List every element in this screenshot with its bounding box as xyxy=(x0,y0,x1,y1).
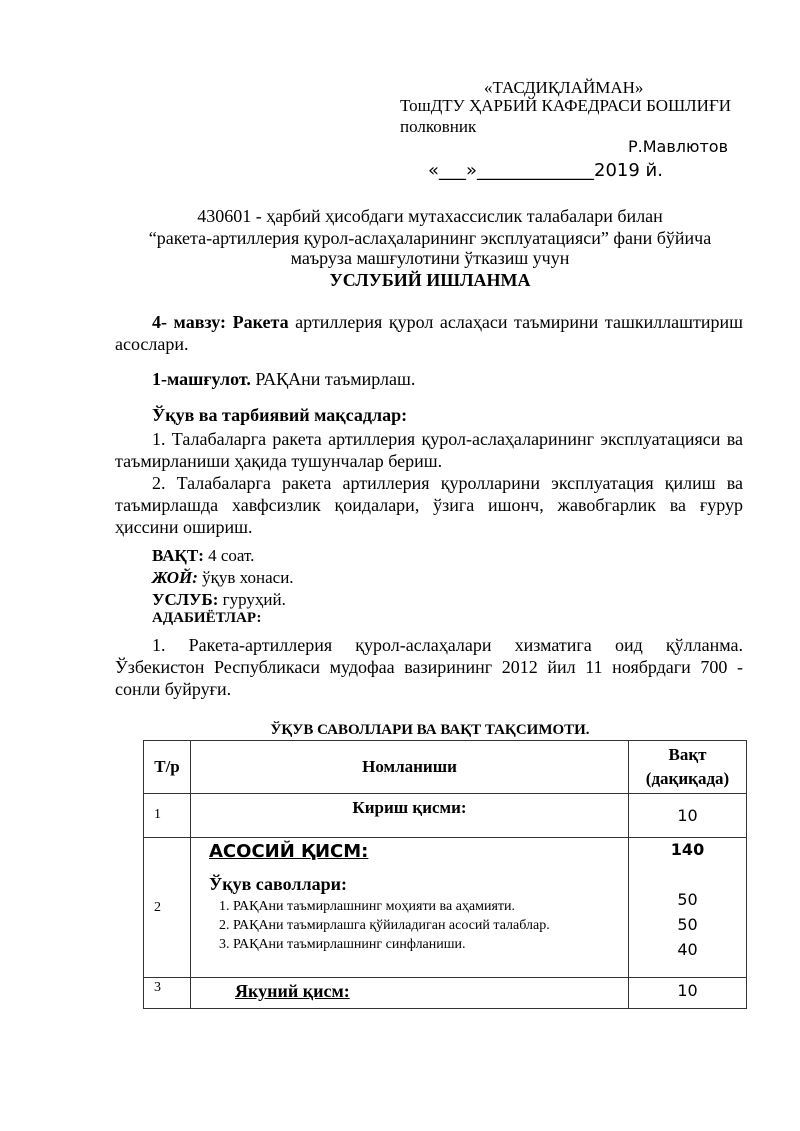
method-value: гуруҳий. xyxy=(218,590,286,609)
topic-text: артиллерия қурол аслаҳаси таъмирини ташкиллаштириш асослари. xyxy=(115,312,744,354)
header-time-cell xyxy=(629,741,747,794)
lesson-label: 1-машғулот. xyxy=(152,369,251,389)
table-row xyxy=(144,978,747,1009)
question-item-1: 1. РАҚАни таъмирлашнинг моҳияти ва аҳамияти. xyxy=(219,899,516,914)
header-time-1: Вақт xyxy=(668,745,707,764)
topic-label: 4- мавзу: Ракета xyxy=(152,312,289,332)
heading-line-1: 430601 - ҳарбий ҳисобдаги мутахассислик талабалари билан xyxy=(197,206,663,226)
time-value: 4 соат. xyxy=(203,546,255,565)
row-time-cell xyxy=(629,794,747,838)
table-caption: ЎҚУВ САВОЛЛАРИ ВА ВАҚТ ТАҚСИМОТИ. xyxy=(270,722,590,738)
method-label: УСЛУБ: xyxy=(152,590,219,609)
goal-item-1: 1. Талабаларга ракета артиллерия қурол-аслаҳаларининг эксплуатацияси ва таъмирланиши ҳақида тушунчалар бериш. xyxy=(115,429,743,471)
questions-list xyxy=(191,895,628,954)
header-name-cell xyxy=(191,741,629,794)
questions-title: Ўқув саволлари: xyxy=(209,874,347,894)
approval-name: Р.Мавлютов xyxy=(628,137,729,156)
goal-item-2: 2. Талабаларга ракета артиллерия қуролларини эксплуатация қилиш ва таъмирлашда хавфсизлик қоидалари, ўзига ишонч, жавобгарлик ва ғурур ҳиссини ошириш. xyxy=(115,473,743,537)
header-name: Номланиши xyxy=(362,757,457,776)
table-header-row xyxy=(144,741,747,794)
literature-label: АДАБИЁТЛАР: xyxy=(152,610,262,626)
row-num-cell xyxy=(144,838,191,978)
topic-paragraph xyxy=(115,311,743,355)
place-label: ЖОЙ: xyxy=(152,568,198,587)
schedule-table xyxy=(143,740,747,1009)
approval-position: ТошДТУ ҲАРБИЙ КАФЕДРАСИ БОШЛИҒИ xyxy=(400,96,732,115)
lesson-text: РАҚАни таъмирлаш. xyxy=(250,369,416,389)
question-times xyxy=(629,859,746,962)
row-num-cell xyxy=(144,794,191,838)
method-line xyxy=(152,590,286,610)
heading-line-2: “ракета-артиллерия қурол-аслаҳаларининг эксплуатацияси” фани бўйича xyxy=(148,228,712,248)
row-num: 1 xyxy=(154,807,161,822)
row-num-cell xyxy=(144,978,191,1009)
row-num: 2 xyxy=(154,899,161,915)
row-time: 10 xyxy=(677,981,698,1000)
table-row xyxy=(144,838,747,978)
table-row xyxy=(144,794,747,838)
approval-date: «___»_____________2019 й. xyxy=(428,160,663,181)
final-part-title: Якуний қисм: xyxy=(235,981,350,1001)
question-item-3: 3. РАҚАни таъмирлашнинг синфланиши. xyxy=(219,937,466,952)
goals-title: Ўқув ва тарбиявий мақсадлар: xyxy=(152,405,408,425)
literature-item: 1. Ракета-артиллерия қурол-аслаҳалари хизматига оид қўлланма. Ўзбекистон Республикаси мудофаа вазирининг 2012 йил 11 ноябрдаги 700 - сонли буйруғи. xyxy=(115,635,743,699)
place-value: ўқув хонаси. xyxy=(197,568,294,587)
row-time: 10 xyxy=(677,806,698,825)
row-time-cell xyxy=(629,838,747,978)
row-name-cell xyxy=(191,978,629,1009)
row-time-cell xyxy=(629,978,747,1009)
time-label: ВАҚТ: xyxy=(152,546,204,565)
main-part-time: 140 xyxy=(670,840,705,859)
heading-line-3: маъруза машғулотини ўтказиш учун xyxy=(290,248,570,268)
approval-rank: полковник xyxy=(400,117,477,136)
header-time-2: (дақиқада) xyxy=(645,769,730,788)
main-part-title: АСОСИЙ ҚИСМ: xyxy=(209,841,369,862)
row-name-cell xyxy=(191,794,629,838)
question-time-2: 50 xyxy=(677,915,698,934)
document-title: УСЛУБИЙ ИШЛАНМА xyxy=(329,270,531,290)
header-num-cell xyxy=(144,741,191,794)
time-line xyxy=(152,546,254,566)
question-item-2: 2. РАҚАни таъмирлашга қўйиладиган асосий талаблар. xyxy=(219,918,550,933)
question-time-1: 50 xyxy=(677,890,698,909)
row-name-cell xyxy=(191,838,629,978)
approval-title: «ТАСДИҚЛАЙМАН» xyxy=(484,78,644,97)
header-num: Т/р xyxy=(154,757,180,776)
lesson-line xyxy=(152,369,415,390)
row-num: 3 xyxy=(154,980,161,995)
row-name: Кириш қисми: xyxy=(352,798,467,817)
question-time-3: 40 xyxy=(677,940,698,959)
place-line xyxy=(152,568,294,588)
